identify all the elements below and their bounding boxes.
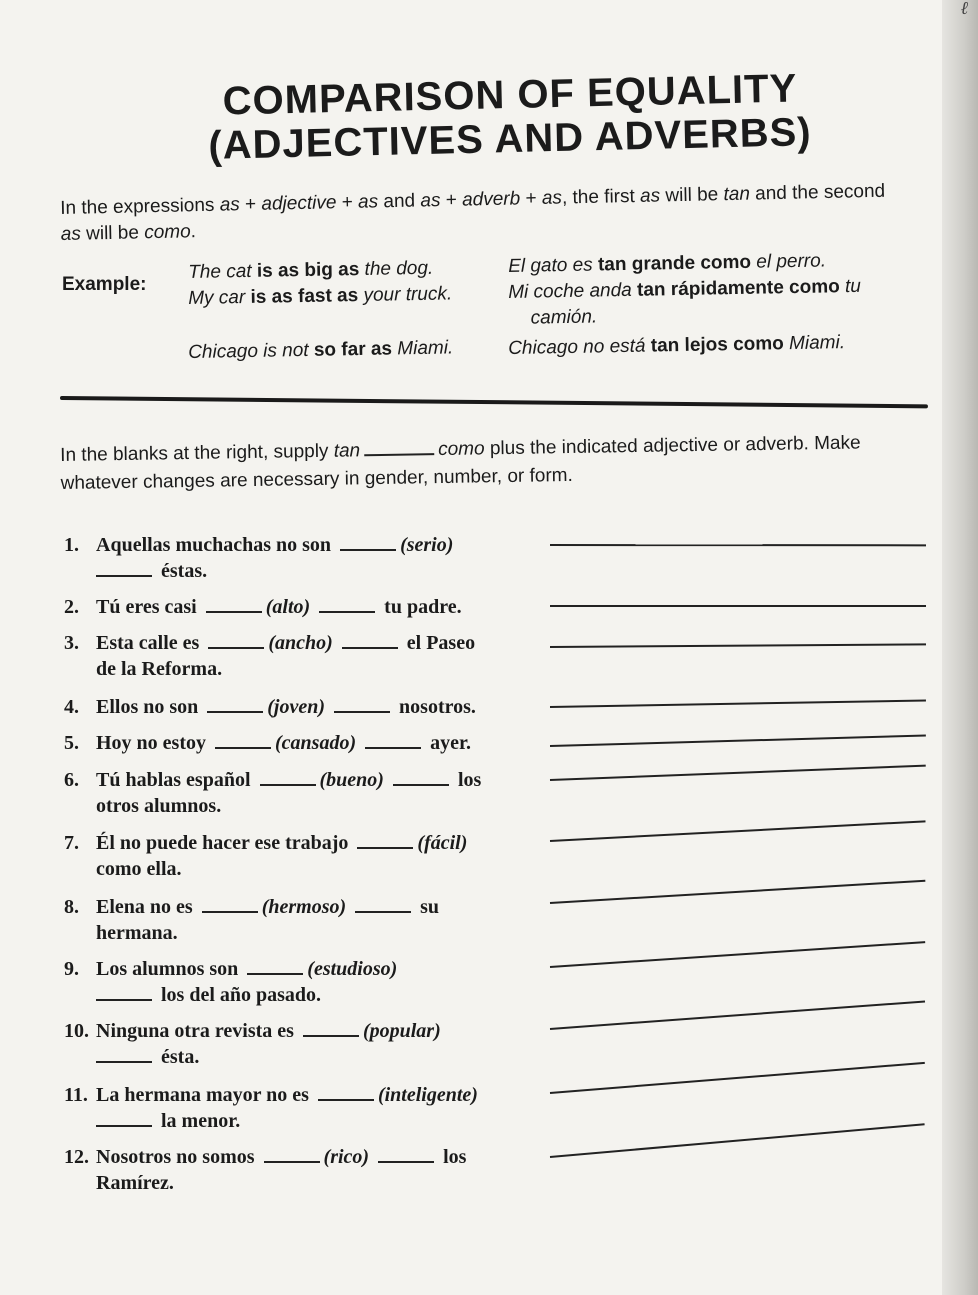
- exercise-item-2: 2. Tú eres casi (alto) tu padre.: [64, 596, 462, 618]
- exercise-item-3: 3. Esta calle es (ancho) el Paseo de la Reforma.: [64, 632, 476, 680]
- answer-line-3[interactable]: [550, 643, 926, 648]
- example-en-1: The cat is as big as the dog.: [188, 257, 434, 283]
- answer-line-5[interactable]: [550, 735, 926, 747]
- intro-paragraph: In the expressions as + adjective + as and as + adverb + as, the first as will be tan and the second as will be como.: [60, 180, 886, 245]
- exercise-item-5: 5. Hoy no estoy (cansado) ayer.: [64, 732, 472, 754]
- page-title-line2: (ADJECTIVES AND ADVERBS): [207, 110, 813, 168]
- page-edge: [942, 0, 978, 1295]
- example-es-2: Mi coche anda tan rápidamente como tu camión.: [508, 275, 862, 329]
- corner-mark: ℓ: [960, 0, 968, 19]
- answer-line-9[interactable]: [550, 941, 925, 968]
- page-title-line1: COMPARISON OF EQUALITY: [222, 66, 798, 124]
- instructions: In the blanks at the right, supply tan como plus the indicated adjective or adverb. Make whatever changes are necessary in gender, number, or form.: [60, 432, 861, 494]
- exercise-item-11: 11. La hermana mayor no es (inteligente) la menor.: [64, 1084, 478, 1132]
- answer-line-2[interactable]: [550, 605, 926, 607]
- example-es-1: El gato es tan grande como el perro.: [508, 250, 827, 277]
- exercise-item-6: 6. Tú hablas español (bueno) los otros alumnos.: [64, 769, 482, 817]
- example-label: Example:: [62, 274, 147, 295]
- answer-line-8[interactable]: [550, 880, 925, 904]
- exercise-item-10: 10. Ninguna otra revista es (popular) ésta.: [64, 1020, 441, 1068]
- example-en-3: Chicago is not so far as Miami.: [188, 337, 454, 363]
- section-divider: [60, 396, 928, 408]
- answer-line-12[interactable]: [550, 1123, 925, 1158]
- exercise-item-1: 1. Aquellas muchachas no son (serio) éstas.: [64, 534, 454, 582]
- answer-line-7[interactable]: [550, 820, 926, 842]
- exercise-item-12: 12. Nosotros no somos (rico) los Ramírez.: [64, 1146, 467, 1194]
- example-en-2: My car is as fast as your truck.: [188, 283, 453, 309]
- inline-blank: [364, 439, 434, 456]
- answer-line-6[interactable]: [550, 765, 926, 781]
- exercise-item-9: 9. Los alumnos son (estudioso) los del año pasado.: [64, 958, 398, 1006]
- exercise-item-8: 8. Elena no es (hermoso) su hermana.: [64, 896, 440, 944]
- exercise-item-4: 4. Ellos no son (joven) nosotros.: [64, 696, 476, 718]
- answer-line-1[interactable]: [550, 544, 926, 546]
- answer-line-11[interactable]: [550, 1062, 925, 1094]
- answer-line-4[interactable]: [550, 699, 926, 708]
- exercise-item-7: 7. Él no puede hacer ese trabajo (fácil) como ella.: [64, 832, 468, 880]
- example-es-3: Chicago no está tan lejos como Miami.: [508, 332, 846, 359]
- answer-line-10[interactable]: [550, 1000, 925, 1030]
